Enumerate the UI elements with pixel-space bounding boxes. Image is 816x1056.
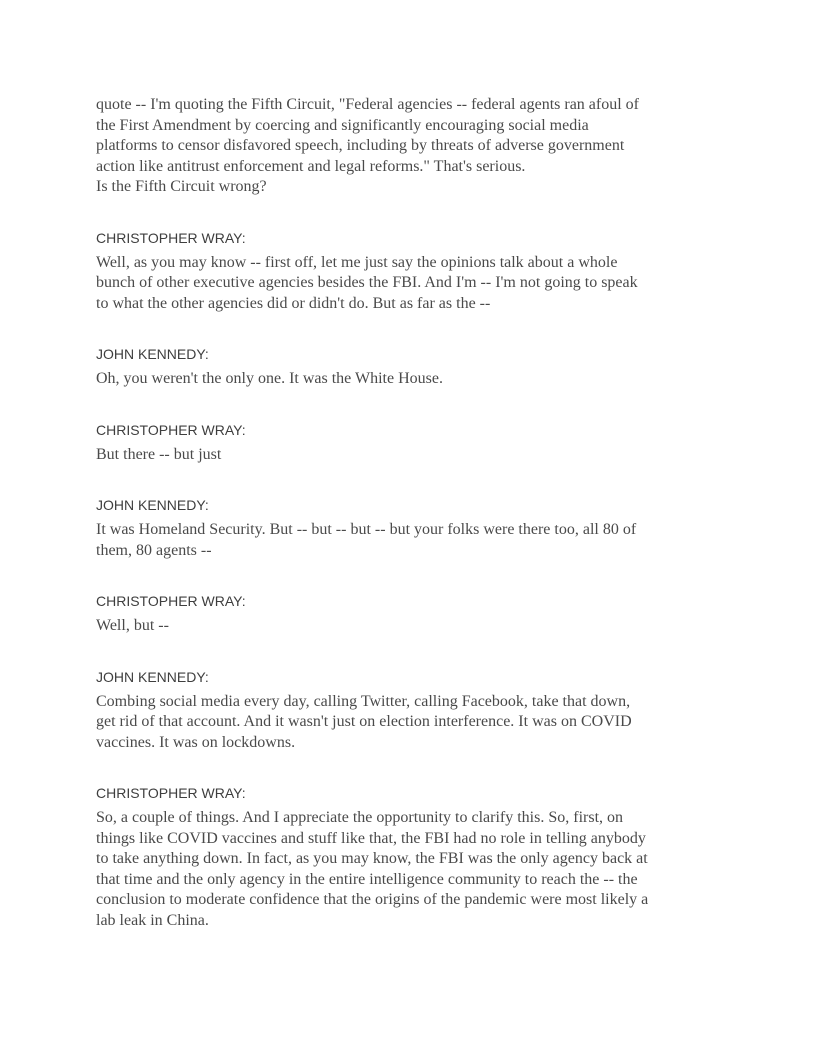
turn-text — [96, 253, 726, 315]
text-line: It was Homeland Security. But -- but -- but -- but your folks were there too, all 80 of — [96, 521, 637, 538]
text-line: Combing social media every day, calling Twitter, calling Facebook, take that down, — [96, 692, 631, 710]
speaker-label: CHRISTOPHER WRAY: — [96, 421, 246, 438]
transcript-page — [96, 95, 726, 931]
text-line: conclusion to moderate confidence that the origins of the pandemic were most likely a — [96, 891, 649, 908]
turn-text — [96, 808, 726, 931]
text-line: Is the Fifth Circuit wrong? — [96, 178, 267, 195]
turn-text — [96, 445, 726, 466]
transcript-turn — [96, 592, 726, 637]
text-line: Oh, you weren't the only one. It was the White House. — [96, 370, 443, 387]
turn-text — [96, 369, 726, 390]
text-line: to what the other agencies did or didn't do. But as far as the -- — [96, 294, 491, 312]
text-line: vaccines. It was on lockdowns. — [96, 733, 296, 751]
speaker-label: CHRISTOPHER WRAY: — [96, 785, 246, 801]
turn-text — [96, 616, 726, 637]
speaker-label: JOHN KENNEDY: — [96, 668, 209, 685]
transcript-turn — [96, 496, 726, 561]
text-line: action like antitrust enforcement and legal reforms." That's serious. — [96, 157, 526, 175]
speaker-label: JOHN KENNEDY: — [96, 346, 209, 362]
text-line: Well, but -- — [96, 617, 169, 634]
text-line: get rid of that account. And it wasn't just on election interference. It was on COVID — [96, 713, 632, 730]
speaker-label: JOHN KENNEDY: — [96, 497, 209, 513]
text-line: them, 80 agents -- — [96, 541, 212, 559]
transcript-turn — [96, 784, 726, 931]
text-line: But there -- but just — [96, 445, 222, 463]
turn-text — [96, 520, 726, 561]
transcript-turn — [96, 95, 726, 198]
text-line: things like COVID vaccines and stuff like that, the FBI had no role in telling anybody — [96, 829, 646, 847]
turn-text — [96, 95, 726, 198]
text-line: bunch of other executive agencies besides the FBI. And I'm -- I'm not going to speak — [96, 274, 638, 291]
transcript-turn — [96, 345, 726, 390]
text-line: that time and the only agency in the entire intelligence community to reach the -- the — [96, 870, 638, 888]
text-line: platforms to censor disfavored speech, including by threats of adverse government — [96, 137, 625, 154]
text-line: lab leak in China. — [96, 911, 209, 929]
transcript-turn — [96, 229, 726, 315]
speaker-label: CHRISTOPHER WRAY: — [96, 229, 246, 246]
transcript-turn — [96, 421, 726, 466]
text-line: to take anything down. In fact, as you may know, the FBI was the only agency back at — [96, 850, 648, 867]
speaker-label: CHRISTOPHER WRAY: — [96, 593, 246, 609]
text-line: Well, as you may know -- first off, let me just say the opinions talk about a whole — [96, 253, 618, 271]
transcript-turn — [96, 668, 726, 754]
text-line: So, a couple of things. And I appreciate the opportunity to clarify this. So, first, on — [96, 809, 624, 826]
turn-text — [96, 692, 726, 754]
text-line: quote -- I'm quoting the Fifth Circuit, "Federal agencies -- federal agents ran afoul of — [96, 96, 640, 113]
text-line: the First Amendment by coercing and significantly encouraging social media — [96, 116, 589, 134]
